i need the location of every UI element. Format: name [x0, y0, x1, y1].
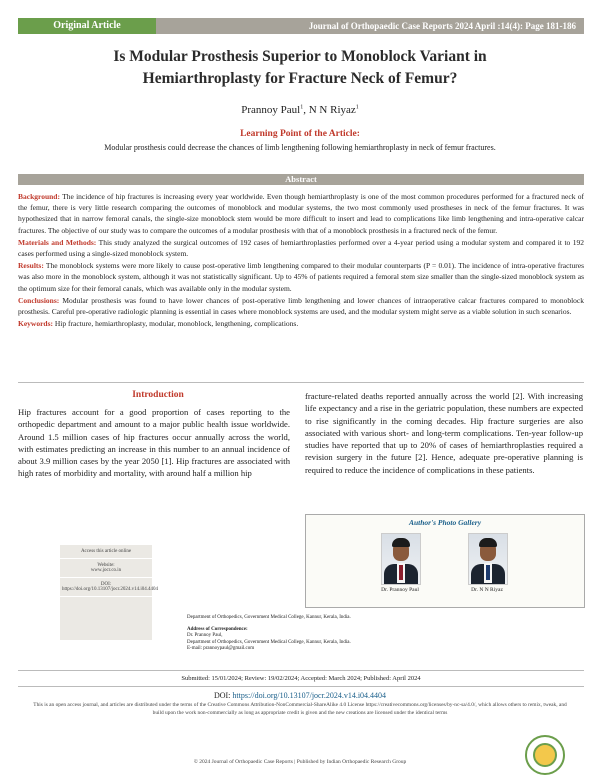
- access-online-label: Access this article online: [60, 545, 152, 559]
- author-2-affil: 1: [355, 104, 359, 111]
- correspondence-email[interactable]: E-mail: prannoypaul@gmail.com: [187, 646, 255, 652]
- doi-line-label: DOI:: [213, 691, 233, 700]
- learning-point-text: Modular prosthesis could decrease the chances of limb lengthening following hemiarthroplasty in neck of femur fractures.: [104, 143, 496, 152]
- access-article-box: [60, 545, 159, 640]
- abstract-keywords: [18, 318, 584, 329]
- introduction-column-2: fracture-related deaths reported annually across the world [2]. With increasing life expectancy and a rise in the geriatric population, these numbers are expected to rise significantly in the coming decades. Hip fracture surgeries are also associated with various short- and long-term complications. Ten-year follow-up studies have reported that up to 20% of cases of hemiarthroplasties required a revision surgery in the future [2]. Hence, adequate pre-operative planning is required to reduce the incidence of complications in these patients.: [305, 391, 583, 475]
- website-label: Website:: [97, 563, 115, 568]
- article-title: [30, 46, 570, 90]
- correspondence-label: Address of Correspondence:: [187, 626, 248, 632]
- divider: [18, 382, 584, 383]
- header-bar: [18, 18, 584, 34]
- keywords-label: Keywords:: [18, 319, 53, 329]
- background-text: The incidence of hip fractures is increasing every year worldwide. Even though hemiarthroplasty is one of the most common procedures performed for a fractured neck of the femur, there is very little research comparing the outcomes of monoblock and modular systems, the two most commonly used prostheses in neck of the femur fractures. It was hypothesized that in narrow femoral canals, the single-size monoblock stem would be more difficult to insert and lead to complications like limb lengthening and intra-operative calcar fractures. The objective of our study was to compare the outcomes of a modular prosthesis with that of a monoblock prosthesis in a fractured neck of the femur.: [18, 192, 584, 235]
- author-photo-gallery: [305, 514, 585, 608]
- abstract-methods: [18, 237, 584, 259]
- title-line-2: Hemiarthroplasty for Fracture Neck of Femur?: [142, 70, 458, 87]
- submission-dates: Submitted: 15/01/2024; Review: 19/02/2024; Accepted: March 2024; Published: April 2024: [181, 675, 421, 682]
- conclusions-label: Conclusions:: [18, 295, 60, 305]
- author-2: N N Riyaz: [308, 104, 356, 116]
- author-photo-1: [381, 533, 421, 585]
- abstract-body: [18, 191, 584, 330]
- results-label: Results:: [18, 261, 44, 271]
- gallery-heading: Author's Photo Gallery: [408, 518, 482, 527]
- results-text: The monoblock systems were more likely to cause post-operative limb lengthening compared to their modular counterparts (P = 0.01). The incidence of intra-operative fractures was also more in the monoblock system, although it was not statistically significant. Up to 45% of patients required a femoral stem size smaller than the single-sized monoblock system as the optimum size for their femoral canals, which was available only in the modular system.: [18, 261, 584, 293]
- license-text: This is an open access journal, and articles are distributed under the terms of the Creative Commons Attribution-NonCommercial-ShareAlike 4.0 License https://creativecommons.org/licenses/by-nc-sa/4.0/, which allows others to remix, tweak, and build upon the work non-commercially as long as appropriate credit is given and the new creations are licensed under the identical terms: [33, 702, 567, 716]
- doi-row: [60, 578, 159, 597]
- title-line-1: Is Modular Prosthesis Superior to Monoblock Variant in: [113, 48, 487, 65]
- website-row: [60, 559, 152, 578]
- affiliation-dept: Department of Orthopedics, Government Medical College, Kannur, Kerala, India.: [187, 615, 351, 620]
- correspondence-name: Dr. Prannoy Paul,: [187, 633, 223, 639]
- doi-label: DOI:: [100, 582, 112, 587]
- doi-link[interactable]: https://doi.org/10.13107/jocr.2024.v14.i04.4404: [232, 691, 387, 700]
- conclusions-text: Modular prosthesis was found to have lower chances of post-operative limb lengthening and lower chances of intraoperative calcar fractures compared to monoblock prosthesis. Careful pre-operative radiologic planning is essential in cases where monoblock systems are used, and the modular system might serve as a viable solution in such scenarios.: [18, 295, 584, 317]
- methods-text: This study analyzed the surgical outcomes of 192 cases of hemiarthroplasties performed over a 4-year period using a modular system and compared it to 192 cases performed using a single-sized monoblock system.: [18, 237, 585, 259]
- doi-small-link[interactable]: https://doi.org/10.13107/jocr.2024.v14.i04.4404: [62, 587, 159, 592]
- photo-caption-2: Dr. N N Riyaz: [471, 587, 503, 593]
- doi-line: [0, 691, 600, 700]
- introduction-heading: Introduction: [132, 390, 184, 400]
- correspondence-address: Department of Orthopedics, Government Medical College, Kannur, Kerala, India.: [187, 639, 351, 645]
- keywords-text: Hip fracture, hemiarthroplasty, modular, monoblock, lengthening, complications.: [53, 319, 299, 329]
- article-type-badge: Original Article: [18, 18, 156, 34]
- divider: [18, 686, 584, 687]
- author-photo-2: [468, 533, 508, 585]
- abstract-results: [18, 260, 584, 294]
- affiliation-block: [187, 615, 487, 653]
- abstract-conclusions: [18, 295, 584, 317]
- methods-label: Materials and Methods:: [18, 237, 97, 247]
- abstract-background: [18, 191, 584, 236]
- background-label: Background:: [18, 192, 60, 201]
- authors: [0, 104, 600, 116]
- footer-copyright: © 2024 Journal of Orthopaedic Case Reports | Published by Indian Orthopaedic Research Group: [193, 759, 407, 765]
- website-link[interactable]: www.jocr.co.in: [90, 568, 122, 573]
- author-1-affil: 1: [300, 104, 304, 111]
- journal-citation: Journal of Orthopaedic Case Reports 2024 April :14(4): Page 181-186: [308, 21, 576, 31]
- author-1: Prannoy Paul: [241, 104, 301, 116]
- introduction-column-1: Hip fractures account for a good proportion of cases reporting to the orthopedic department and amount to a major public health issue worldwide. Around 1.5 million cases of hip fractures occur annually across the world, with estimates predicting an increase in this number to an annual incidence of about 3.9 million cases by the year 2050 [1]. Hip fractures are associated with high rates of morbidity and mortality, with around half a million hip: [18, 407, 290, 479]
- society-logo-icon: [525, 735, 565, 775]
- divider: [18, 670, 584, 671]
- learning-point-title: Learning Point of the Article:: [240, 129, 360, 139]
- photo-caption-1: Dr. Prannoy Paul: [381, 587, 419, 593]
- author-separator: ,: [303, 104, 309, 116]
- abstract-heading: Abstract: [18, 174, 584, 185]
